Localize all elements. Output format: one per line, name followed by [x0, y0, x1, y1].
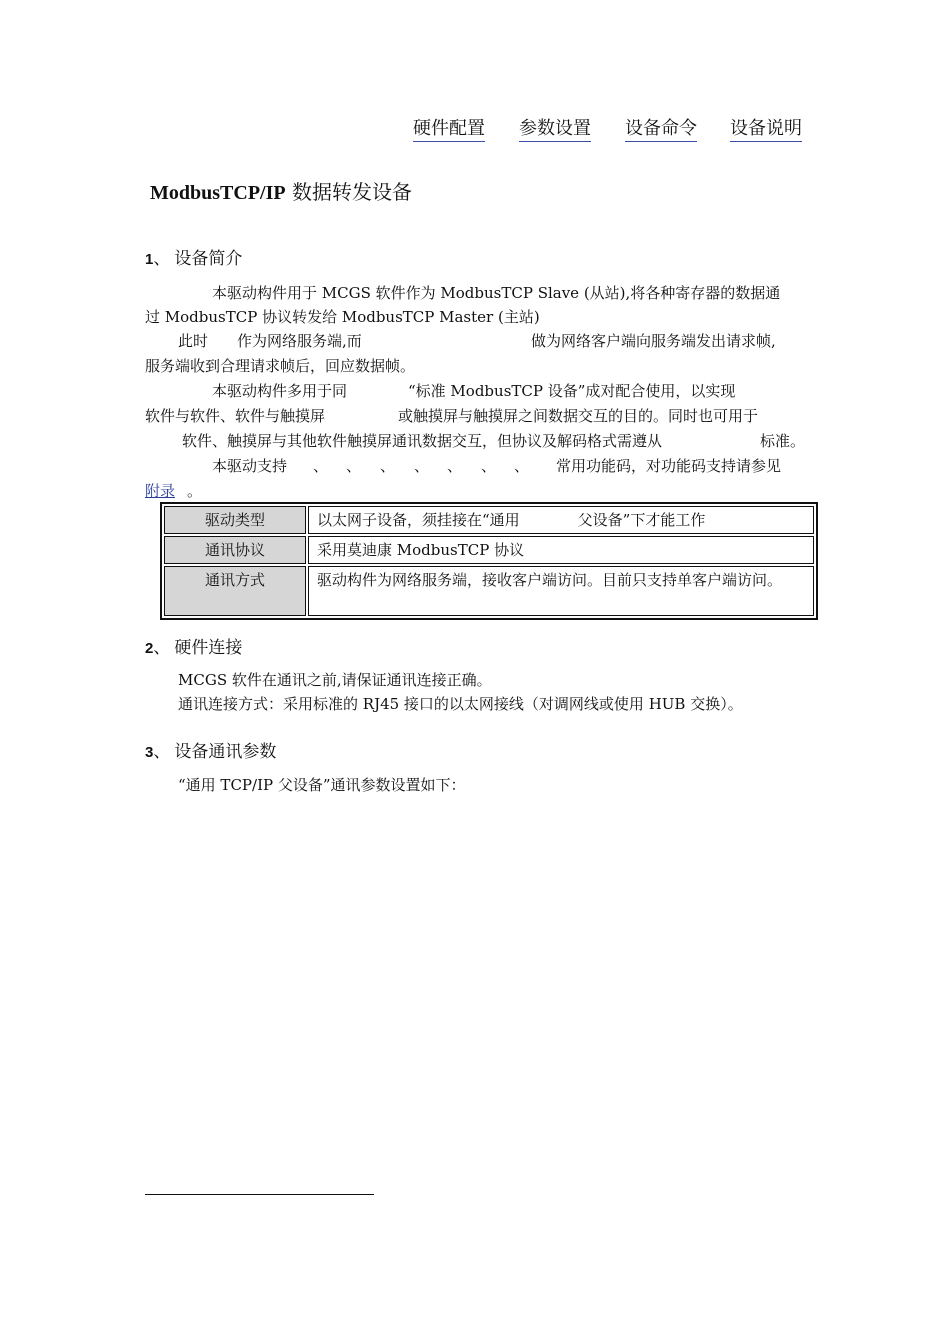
intro-line-7a: 软件、触摸屏与其他软件触摸屏通讯数据交互，但协议及解码格式需遵从: [182, 432, 663, 450]
intro-line-5b: “标准 ModbusTCP 设备”成对配合使用，以实现: [408, 382, 736, 400]
document-title: [150, 176, 412, 205]
table-value-part: 以太网子设备，须挂接在“通用: [317, 511, 520, 529]
table-row: [164, 506, 814, 534]
table-key: 通讯协议: [164, 536, 306, 564]
driver-info-table: [160, 502, 818, 620]
intro-line-6a: 软件与软件、软件与触摸屏: [145, 407, 326, 425]
table-value: [308, 506, 814, 534]
document-title-rest: 数据转发设备: [285, 180, 412, 204]
intro-line-8a: 本驱动支持: [212, 457, 288, 475]
intro-line-9-end: 。: [187, 482, 203, 500]
section-heading-2: [145, 633, 242, 658]
intro-line-3b: 作为网络服务端,而: [237, 332, 362, 350]
document-title-bold: ModbusTCP/IP: [150, 182, 286, 204]
intro-line-6b: 或触摸屏与触摸屏之间数据交互的目的。同时也可用于: [398, 407, 759, 425]
intro-line-3a: 此时: [178, 332, 209, 350]
intro-line-3c: 做为网络客户端向服务端发出请求帧,: [531, 332, 776, 350]
section-sep: 、: [153, 742, 171, 762]
intro-line-1: 本驱动构件用于 MCGS 软件作为 ModbusTCP Slave (从站),将各种寄存器的数据通: [212, 284, 781, 302]
section-title: 设备通讯参数: [174, 742, 277, 762]
table-value-part: 父设备”下才能工作: [577, 511, 706, 529]
intro-sep: 、: [414, 457, 430, 475]
section-heading-1: [145, 244, 242, 269]
table-key: 驱动类型: [164, 506, 306, 534]
section-sep: 、: [153, 638, 171, 658]
section-number: 2: [145, 640, 154, 657]
footnote-divider: [145, 1194, 374, 1195]
section-title: 设备简介: [174, 249, 243, 269]
intro-sep: 、: [447, 457, 463, 475]
intro-line-9: [145, 481, 202, 501]
intro-sep: 、: [380, 457, 396, 475]
section-number: 1: [145, 251, 154, 268]
appendix-link[interactable]: 附录: [145, 482, 176, 500]
hardware-line-1: MCGS 软件在通讯之前,请保证通讯连接正确。: [178, 671, 492, 689]
nav-link-parameter-settings[interactable]: 参数设置: [519, 114, 591, 142]
intro-sep: 、: [481, 457, 497, 475]
intro-sep: 、: [346, 457, 362, 475]
table-value: 采用莫迪康 ModbusTCP 协议: [308, 536, 814, 564]
intro-line-4: 服务端收到合理请求帧后，回应数据帧。: [145, 357, 416, 375]
section-heading-3: [145, 737, 276, 762]
intro-line-5a: 本驱动构件多用于同: [212, 382, 348, 400]
nav-link-hardware-config[interactable]: 硬件配置: [413, 114, 485, 142]
table-row: [164, 536, 814, 564]
intro-sep: 、: [313, 457, 329, 475]
section-number: 3: [145, 744, 154, 761]
nav-link-device-description[interactable]: 设备说明: [730, 114, 802, 142]
section-sep: 、: [153, 249, 171, 269]
table-value: 驱动构件为网络服务端，接收客户端访问。目前只支持单客户端访问。: [308, 566, 814, 616]
params-line-1: “通用 TCP/IP 父设备”通讯参数设置如下：: [178, 776, 466, 794]
section-title: 硬件连接: [174, 638, 243, 658]
nav-link-device-commands[interactable]: 设备命令: [625, 114, 697, 142]
table-key: 通讯方式: [164, 566, 306, 616]
intro-sep: 、: [514, 457, 530, 475]
hardware-line-2: 通讯连接方式：采用标准的 RJ45 接口的以太网接线（对调网线或使用 HUB 交换）。: [178, 695, 743, 713]
intro-line-8b: 常用功能码，对功能码支持请参见: [556, 457, 782, 475]
intro-line-7b: 标准。: [760, 432, 806, 450]
table-row: [164, 566, 814, 616]
intro-line-2: 过 ModbusTCP 协议转发给 ModbusTCP Master (主站): [145, 308, 540, 326]
